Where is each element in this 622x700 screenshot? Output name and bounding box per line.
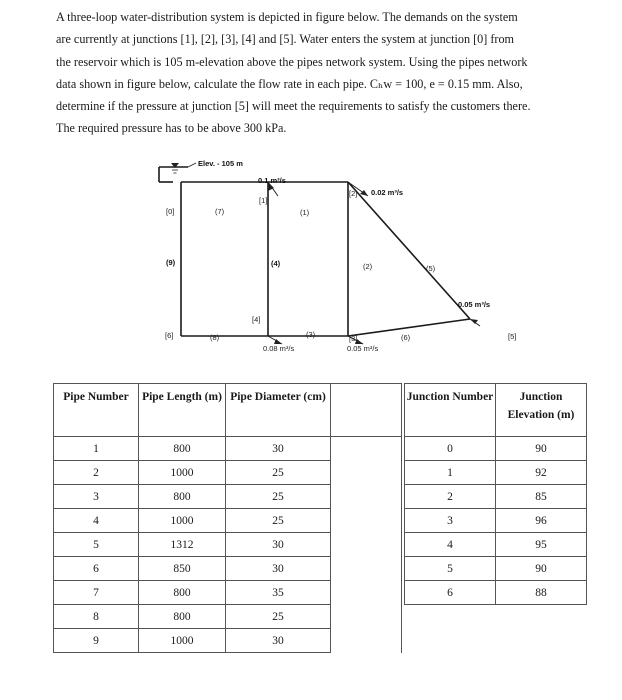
junction-data-table: [404, 383, 587, 605]
pipe-5: [348, 182, 470, 319]
table-row: [54, 605, 402, 629]
junction-number-cell: 6: [405, 581, 496, 605]
table-row: [405, 581, 587, 605]
pipe-length-cell: 850: [139, 557, 226, 581]
pipe-network-diagram: [0, 150, 622, 375]
junction-number-cell: 3: [405, 509, 496, 533]
table-gap: [331, 437, 402, 461]
pipe-diameter-cell: 30: [226, 437, 331, 461]
demand-label-2: 0.02 m³/s: [371, 188, 404, 197]
junction-elevation-cell: 90: [496, 557, 587, 581]
junction-number-header: Junction Number: [405, 384, 496, 437]
pipe-data-table: [53, 383, 402, 653]
reservoir-symbol: [159, 163, 188, 182]
junction-number-cell: 1: [405, 461, 496, 485]
problem-line: determine if the pressure at junction [5] will meet the requirements to satisfy the customers there.: [56, 99, 531, 114]
junction-label-3: [3]: [349, 334, 358, 343]
pipes: [181, 182, 470, 336]
pipe-label-8: (8): [210, 333, 220, 342]
table-row: [54, 629, 402, 653]
problem-line: are currently at junctions [1], [2], [3], [4] and [5]. Water enters the system at junction [0] from: [56, 32, 515, 47]
problem-line: data shown in figure below, calculate the flow rate in each pipe. Cₕw = 100, e = 0.15 mm. Also,: [56, 76, 523, 91]
junction-label-0: [0]: [166, 207, 175, 216]
table-gap: [331, 629, 402, 653]
pipe-label-2: (2): [363, 262, 373, 271]
pipe-label-7: (7): [215, 207, 225, 216]
pipe-number-cell: 7: [54, 581, 139, 605]
junction-number-cell: 2: [405, 485, 496, 509]
pipe-diameter-header: Pipe Diameter (cm): [226, 384, 331, 437]
pipe-diameter-cell: 30: [226, 557, 331, 581]
pipe-diameter-cell: 30: [226, 533, 331, 557]
pipe-number-cell: 4: [54, 509, 139, 533]
demand-label-1: 0.1 m³/s: [258, 176, 286, 185]
table-row: [405, 533, 587, 557]
pipe-number-cell: 3: [54, 485, 139, 509]
pipe-length-cell: 1000: [139, 509, 226, 533]
table-row: [54, 461, 402, 485]
pipe-length-cell: 1000: [139, 461, 226, 485]
table-gap: [331, 485, 402, 509]
table-row: [54, 581, 402, 605]
junction-label-2: [2]: [349, 189, 358, 198]
problem-statement: [56, 6, 596, 140]
demand-label-3: 0.05 m³/s: [347, 344, 379, 353]
problem-line: the reservoir which is 105 m-elevation above the pipes network system. Using the pipes network: [56, 54, 528, 69]
junction-number-cell: 0: [405, 437, 496, 461]
junction-label-4: [4]: [252, 315, 261, 324]
problem-line: The required pressure has to be above 300 kPa.: [56, 121, 287, 136]
pipe-label-3: (3): [306, 330, 316, 339]
table-row: [405, 485, 587, 509]
junction-elevation-cell: 95: [496, 533, 587, 557]
pipe-number-cell: 8: [54, 605, 139, 629]
table-header-row: [405, 384, 587, 437]
junction-label-1: [1]: [259, 196, 268, 205]
pipe-length-cell: 800: [139, 485, 226, 509]
demand-label-4: 0.08 m³/s: [263, 344, 295, 353]
pipe-number-cell: 9: [54, 629, 139, 653]
pipe-label-4: (4): [271, 259, 281, 268]
problem-line: A three-loop water-distribution system is depicted in figure below. The demands on the system: [56, 10, 518, 24]
pipe-number-cell: 5: [54, 533, 139, 557]
table-gap: [331, 533, 402, 557]
table-row: [405, 509, 587, 533]
table-row: [54, 485, 402, 509]
table-row: [405, 461, 587, 485]
pipe-number-cell: 1: [54, 437, 139, 461]
table-header-row: [54, 384, 402, 437]
pipe-number-cell: 2: [54, 461, 139, 485]
table-row: [54, 533, 402, 557]
table-row: [54, 437, 402, 461]
junction-number-cell: 4: [405, 533, 496, 557]
junction-elevation-cell: 90: [496, 437, 587, 461]
table-row: [405, 437, 587, 461]
junction-elevation-cell: 85: [496, 485, 587, 509]
pipe-diameter-cell: 25: [226, 461, 331, 485]
pipe-label-6: (6): [401, 333, 411, 342]
pipe-label-5: (5): [426, 264, 436, 273]
pipe-length-cell: 800: [139, 437, 226, 461]
table-gap: [331, 384, 402, 437]
pipe-label-9: (9): [166, 258, 176, 267]
pipe-length-cell: 800: [139, 581, 226, 605]
reservoir-elevation-label: Elev. - 105 m: [198, 159, 243, 168]
pipe-diameter-cell: 30: [226, 629, 331, 653]
junction-label-6: [6]: [165, 331, 174, 340]
junction-elevation-header: Junction Elevation (m): [496, 384, 587, 437]
pipe-length-cell: 1000: [139, 629, 226, 653]
pipe-diameter-cell: 35: [226, 581, 331, 605]
pipe-length-cell: 1312: [139, 533, 226, 557]
junction-elevation-cell: 92: [496, 461, 587, 485]
junction-label-5: [5]: [508, 332, 517, 341]
demand-label-5: 0.05 m³/s: [458, 300, 491, 309]
table-row: [54, 557, 402, 581]
table-gap: [331, 581, 402, 605]
junction-elevation-cell: 88: [496, 581, 587, 605]
demand-arrows: [268, 182, 480, 344]
pipe-length-cell: 800: [139, 605, 226, 629]
pipe-diameter-cell: 25: [226, 605, 331, 629]
table-gap: [331, 605, 402, 629]
table-row: [405, 557, 587, 581]
pipe-number-cell: 6: [54, 557, 139, 581]
table-gap: [331, 461, 402, 485]
junction-number-cell: 5: [405, 557, 496, 581]
table-row: [54, 509, 402, 533]
pipe-number-header: Pipe Number: [54, 384, 139, 437]
table-gap: [331, 557, 402, 581]
pipe-diameter-cell: 25: [226, 485, 331, 509]
junction-elevation-cell: 96: [496, 509, 587, 533]
pipe-length-header: Pipe Length (m): [139, 384, 226, 437]
table-gap: [331, 509, 402, 533]
pipe-label-1: (1): [300, 208, 310, 217]
pipe-diameter-cell: 25: [226, 509, 331, 533]
